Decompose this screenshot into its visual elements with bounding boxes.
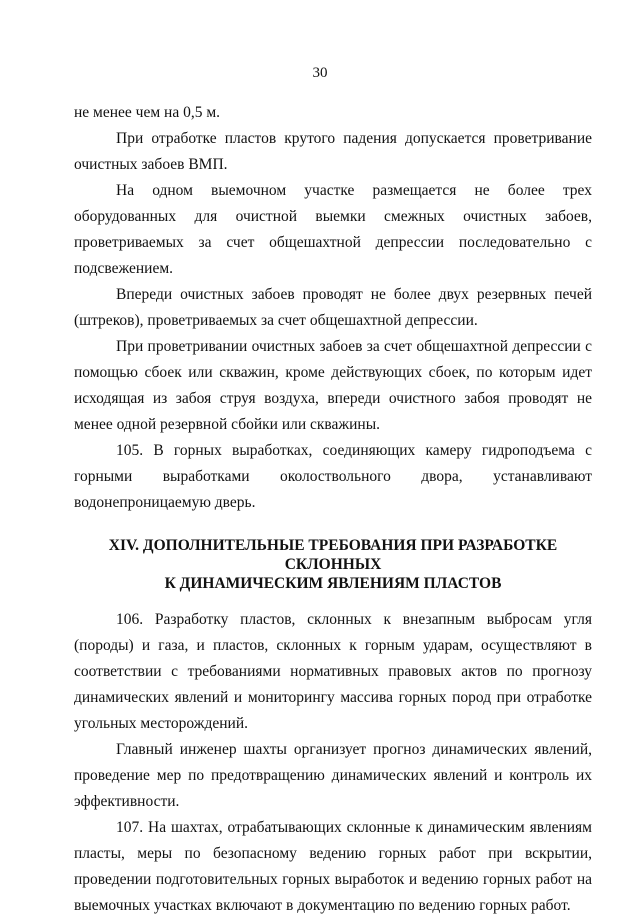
section-heading-line-1: XIV. ДОПОЛНИТЕЛЬНЫЕ ТРЕБОВАНИЯ ПРИ РАЗРАБОТКЕ СКЛОННЫХ	[108, 537, 558, 573]
section-heading-xiv	[74, 536, 592, 593]
paragraph-steep-seams: При отработке пластов крутого падения допускается проветривание очистных забоев ВМП.	[74, 130, 592, 173]
paragraph-excavation-site: На одном выемочном участке размещается не более трех оборудованных для очистной выемки смежных очистных забоев, проветриваемых за счет общешахтной депрессии последовательно с подсвежением.	[74, 182, 592, 277]
paragraph-ventilation-crosscuts: При проветривании очистных забоев за счет общешахтной депрессии с помощью сбоек или скважин, кроме действующих сбоек, по которым идет исходящая из забоя струя воздуха, впереди очистного забоя проводят не менее одной резервной сбойки или скважины.	[74, 338, 592, 433]
document-body	[74, 100, 592, 919]
paragraph-item-105: 105. В горных выработках, соединяющих камеру гидроподъема с горными выработками околоствольного двора, устанавливают водонепроницаемую дверь.	[74, 442, 592, 511]
page-number: 30	[312, 65, 328, 81]
paragraph-chief-engineer: Главный инженер шахты организует прогноз динамических явлений, проведение мер по предотвращению динамических явлений и контроль их эффективности.	[74, 741, 592, 810]
paragraph-item-107: 107. На шахтах, отрабатывающих склонные к динамическим явлениям пласты, меры по безопасному ведению горных работ при вскрытии, проведении подготовительных горных выработок и ведению горных работ на выемочных участках включают в документацию по ведению горных работ.	[74, 819, 592, 914]
paragraph-continuation: не менее чем на 0,5 м.	[74, 104, 221, 121]
section-heading-line-2: К ДИНАМИЧЕСКИМ ЯВЛЕНИЯМ ПЛАСТОВ	[164, 575, 502, 592]
paragraph-reserve-drifts: Впереди очистных забоев проводят не более двух резервных печей (штреков), проветриваемых за счет общешахтной депрессии.	[74, 286, 592, 329]
paragraph-item-106: 106. Разработку пластов, склонных к внезапным выбросам угля (породы) и газа, и пластов, склонных к горным ударам, осуществляют в соответствии с требованиями нормативных правовых актов по прогнозу динамических явлений и мониторингу массива горных пород при отработке угольных месторождений.	[74, 611, 592, 732]
